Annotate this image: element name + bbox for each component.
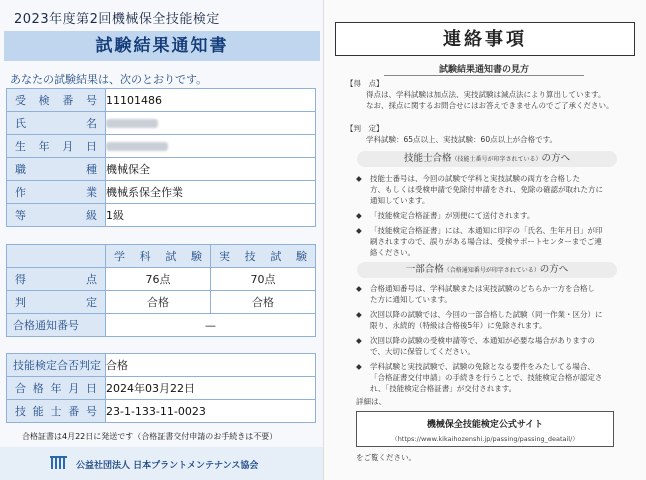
official-site-box [356,411,614,447]
diamond-bullet-icon: ◆ [356,284,362,293]
table-row [7,268,316,291]
info-label: 職 種 [15,163,97,176]
notice-subtitle: 試験結果通知書の見方 [384,62,584,76]
pass-result: 合格 [106,354,316,377]
table-row [7,112,316,135]
certificate-note: 合格証書は4月22日に発送です（合格証書交付申請のお手続きは不要） [22,432,278,441]
table-row [7,158,316,181]
organization-name: 公益社団法人 日本プラントメンテナンス協会 [76,461,259,471]
info-label: 生 年 月 日 [15,140,97,153]
list-item: ◆ 次回以降の試験の受検申請等で、本通知が必要な場合がありますの で、大切に保管してください。 [356,336,595,356]
info-value: 機械保全 [106,158,316,181]
info-value: 機械系保全作業 [106,181,316,204]
table-row [7,181,316,204]
section-full-pass: 技能士合格（技能士番号が印字されている）の方へ [357,151,617,167]
score-heading: 【得 点】 [346,79,384,88]
footer [0,447,323,480]
gakka-score: 76点 [106,268,211,291]
jitsugi-score: 70点 [211,268,316,291]
gakka-judge: 合格 [106,291,211,314]
judge-label: 判 定 [15,296,97,309]
list-item: ◆ 「技能検定合格証書」が別便にて送付されます。 [356,211,535,220]
page-title: 試験結果通知書 [4,31,320,61]
diamond-bullet-icon: ◆ [356,362,362,371]
pass-date: 2024年03月22日 [106,377,316,400]
candidate-info-table [6,88,316,227]
jipm-logo-icon [50,455,68,471]
list-item: ◆ 合格通知番号は、学科試験または実技試験のどちらか一方を合格し た方に通知しています。 [356,284,595,304]
jitsugi-header: 実 技 試 験 [219,250,307,263]
table-row [7,354,316,377]
diamond-bullet-icon: ◆ [356,211,362,220]
info-label: 受 検 番 号 [15,94,97,107]
score-label: 得 点 [15,273,97,286]
notice-page [323,0,646,480]
info-value: 11101486 [106,89,316,112]
section-partial-pass: 一部合格（合格通知番号が印字されている）の方へ [357,262,617,278]
summary-label: 技 能 士 番 号 [15,405,97,418]
intro-text: あなたの試験結果は、次のとおりです。 [10,73,208,86]
list-item: ◆ 技能士番号は、今回の試験で学科と実技試験の両方を合格した 方、もしくは受検申請で免除付申請をされ、免除の確認が取れた方に 通知しています。 [356,174,603,205]
jitsugi-judge: 合格 [211,291,316,314]
table-row [7,204,316,227]
table-row [7,400,316,423]
diamond-bullet-icon: ◆ [356,336,362,345]
judge-heading: 【判 定】 [346,124,384,133]
judge-explanation: 学科試験：65点以上、実技試験：60点以上が合格です。 [366,135,557,144]
table-row [7,245,316,268]
table-row [7,314,316,337]
diamond-bullet-icon: ◆ [356,174,362,183]
notice-title: 連絡事項 [335,22,635,56]
official-site-url: （https://www.kikaihozenshi.jp/passing/passing_deatail/） [391,435,579,443]
info-label: 氏 名 [15,117,97,130]
table-row [7,291,316,314]
summary-label: 技能検定合否判定 [7,354,106,377]
diamond-bullet-icon: ◆ [356,310,362,319]
info-label: 等 級 [15,209,97,222]
score-explanation: 得点は、学科試験は加点法、実技試験は減点法により算出しています。 なお、採点に関するお問合せにはお答えできませんのでご了承ください。 [366,90,614,110]
table-row [7,377,316,400]
info-label: 作 業 [15,186,97,199]
closing-text: をご覧ください。 [356,453,416,462]
table-row [7,89,316,112]
list-item: ◆ 次回以降の試験では、今回の一部合格した試験（同一作業・区分）に 限り、永続的（特級は合格後5年）に免除されます。 [356,310,603,330]
redacted-name [106,119,158,128]
list-item: ◆ 「技能検定合格証書」には、本通知に印字の「氏名、生年月日」が印 刷されますので、誤りがある場合は、受検サポートセンターまでご連 絡ください。 [356,226,603,257]
summary-label: 合 格 年 月 日 [15,382,97,395]
table-row [7,135,316,158]
details-label: 詳細は、 [356,397,386,406]
official-site-link[interactable]: 機械保全技能検定公式サイト [426,420,544,430]
partial-pass-value: — [106,314,316,337]
gakka-header: 学 科 試 験 [114,250,202,263]
summary-table [6,353,316,423]
certificate-number: 23-1-133-11-0023 [106,400,316,423]
info-value: 1級 [106,204,316,227]
results-table [6,244,316,337]
partial-pass-label: 合格通知番号 [7,314,106,337]
diamond-bullet-icon: ◆ [356,226,362,235]
exam-header: 2023年度第2回機械保全技能検定 [14,12,220,27]
redacted-birthdate [106,142,168,151]
list-item: ◆ 学科試験と実技試験で、試験の免除となる要件をみたしてる場合、 「合格証書交付申請」の手続きを行うことで、技能検定合格が認定さ れ、「技能検定合格証書」が交付されます。 [356,362,603,393]
